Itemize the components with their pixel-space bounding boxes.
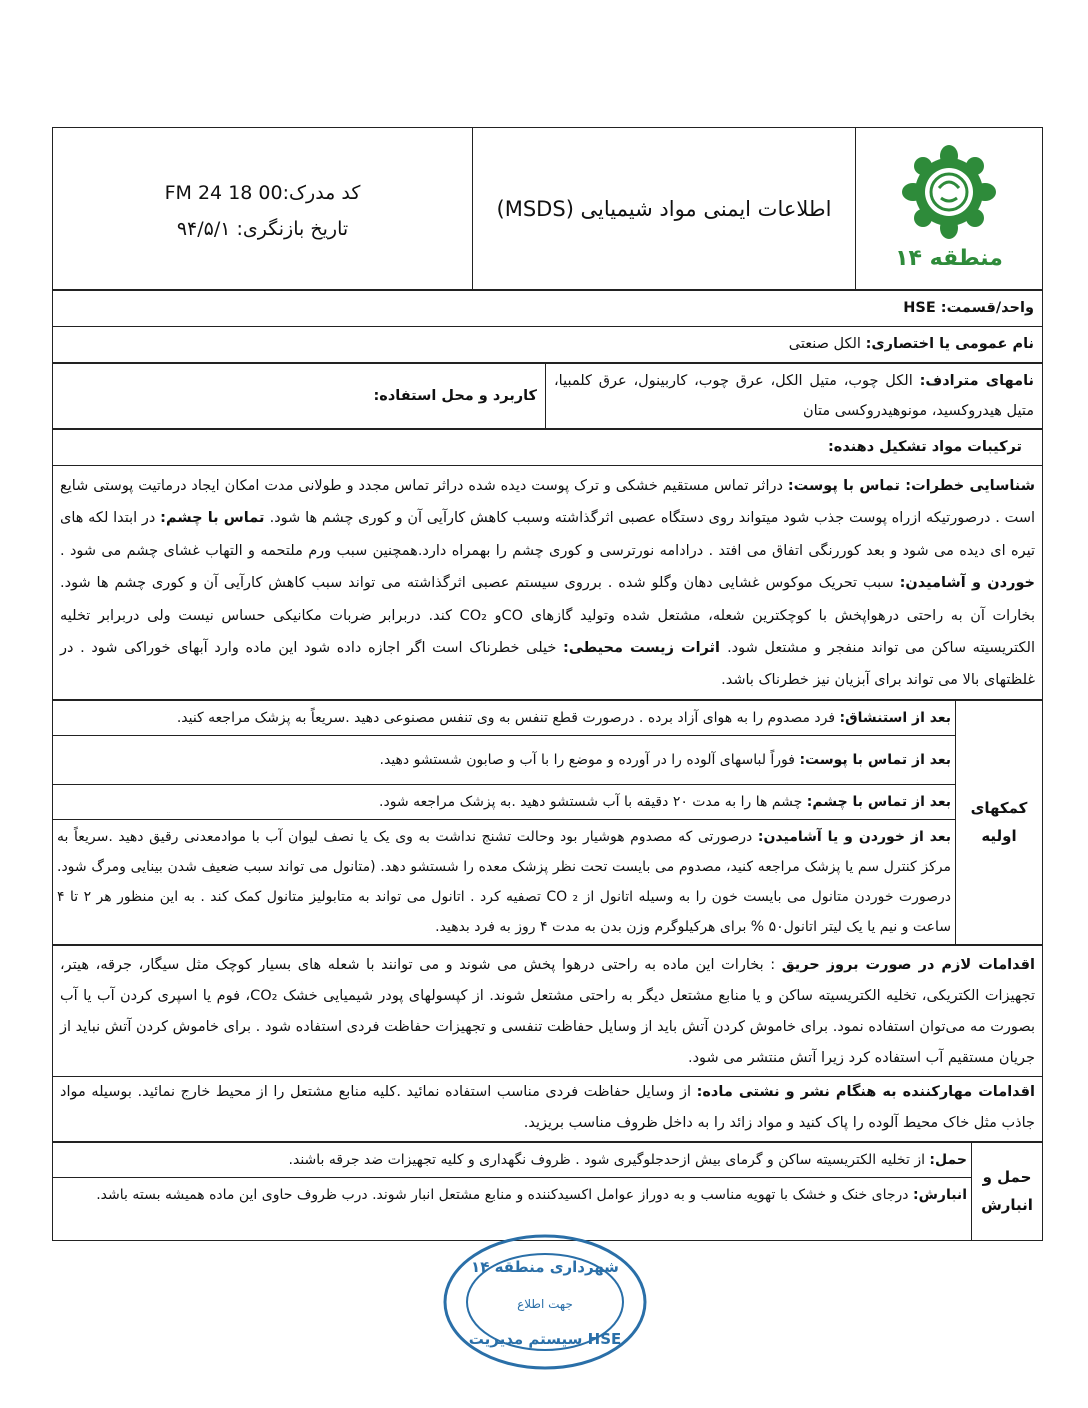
handling-heading: حمل و انبارش [972,1142,1043,1240]
stamp-middle-text: جهت اطلاع [517,1297,573,1311]
first-aid-ingestion: بعد از خوردن و یا آشامیدن: درصورتی که مصدوم هوشیار بود وحالت تشنج نداشت به وی یک یا نصف لیوان آب با موادمعدنی رقیق دهید .سریعاً به مرکز کنترل سم یا پزشک مراجعه کنید، مصدوم می بایست تحت نظر پزشک معده را شستشو دهد. (متانول می تواند سبب ضعیف شدن بینایی ومرگ شود. درصورت خوردن متانول می بایست خون را به وسیله اتانول از CO ₂ تصفیه کرد . اتانول می تواند به متابولیز متانول کمک کند . به این منظور هر ۲ تا ۴ ساعت و نیم یا یک لیتر اتانول۵۰ % برای هرکیلوگرم وزن بدن به مدت ۴ روز به فرد بدهید. [53,819,956,944]
first-aid-heading: کمکهای اولیه [956,700,1043,944]
composition-row [53,430,1043,466]
stamp-icon [440,1232,650,1372]
synonyms-value: الکل چوب، متیل الکل، عرق چوب، کاربینول، عرق کلمبیا، متیل هیدروکسید، مونوهیدروکسی متان [554,373,1034,419]
hazards-skin-label: تماس با پوست: [787,478,906,494]
msds-document [52,127,1043,1241]
document-title: اطلاعات ایمنی مواد شیمیایی (MSDS) [496,196,832,221]
msds-body [52,290,1043,363]
logo-cell [856,128,1043,290]
common-name-value: الکل صنعتی [788,336,866,352]
usage-cell [53,364,546,429]
hazards-skin-text: دراثر تماس مستقیم خشکی و ترک پوست دیده شده دراثر تماس مجدد و طولانی مدت امکان ایجاد درماتیت پوستی شایع است . درصورتیکه ازراه پوست جذب شود میتواند روی دستگاه عصبی اثرگذاشته وسبب کاهش کارآیی آن و کوری چشم ها شود. [60,478,1036,527]
synonyms-table [52,363,1043,429]
first-aid-inhalation: بعد از استنشاق: فرد مصدوم را به هوای آزاد برده . درصورت قطع تنفس به وی تنفس مصنوعی دهید .سریعاً به پزشک مراجعه کنید. [53,700,956,735]
main-sections [52,429,1043,700]
composition-label: ترکیبات مواد تشکیل دهنده: [827,439,1022,455]
handling-table [52,1142,1043,1241]
document-code: کد مدرک:00 18 FM 24 [164,181,361,204]
stamp-bottom-text: سیستم مدیریت HSE [468,1330,622,1348]
district-logo-icon [889,137,1009,277]
first-aid-skin: بعد از تماس با پوست: فوراً لباسهای آلوده را در آورده و موضع را با آب و صابون شستشو دهید. [53,735,956,784]
hazards-env-label: اثرات زیست محیطی: [563,640,728,657]
hse-stamp [440,1232,650,1376]
fire-text: : بخارات این ماده به راحتی درهوا پخش می شوند و می توانند با شعله های بسیار کوچک مثل سیگار، جرقه، هیتر، تجهیزات الکتریکی، تخلیه الکتریسیته ساکن و یا منابع مشتعل دیگر به راحتی مشتعل شوند. از کپسولهای پودر شیمیایی خشک CO₂، فوم یا اسپری کردن آب یا آب بصورت مه می‌توان استفاده نمود. برای خاموش کردن آتش باید از وسایل حفاظت تنفسی و تجهیزات حفاظت فردی استفاده شود . برای خاموش کردن آتش نباید از جریان مستقیم آب استفاده کرد زیرا آتش منتشر می شود. [60,956,1035,1066]
unit-row [53,291,1043,327]
hazards-ingest-label: خوردن و آشامیدن: [899,575,1035,592]
hazards-eye-text: در ابتدا لکه های تیره ای دیده می شود و بعد کوررنگی اتفاق می افتد . درادامه نورترسی و کوری چشم را بهمراه دارد.همچنین سبب ورم ملتحمه و التهاب غشای چشم می شود . [60,510,1035,559]
hazards-section [53,466,1043,700]
document-meta [53,128,473,290]
handling-storage: انبارش: درجای خنک و خشک با تهویه مناسب و به دوراز عوامل اکسیدکننده و منابع مشتعل انبار شوند. درب ظروف حاوی این ماده همیشه بسته باشد. [53,1177,972,1240]
spill-section [53,1076,1043,1141]
fire-section [53,945,1043,1076]
fire-label: اقدامات لازم در صورت بروز حریق [781,956,1035,973]
revision-date: تاریخ بازنگری: ۹۴/۵/۱ [176,217,349,240]
fire-spill-table [52,945,1043,1142]
document-header [52,127,1043,290]
usage-label: کاربرد و محل استفاده: [373,387,537,404]
title-cell [473,128,856,290]
first-aid-table [52,700,1043,945]
logo-text: منطقه ۱۴ [895,245,1003,271]
unit-text: واحد/قسمت: HSE [903,300,1034,316]
synonyms-label: نامهای مترادف: [919,373,1034,389]
hazards-env-text: خیلی خطرناک است اگر اجازه داده شود این ماده وارد آبهای خوراکی شود . در غلظتهای بالا می تواند برای آبزیان نیز خطرناک باشد. [60,640,1035,689]
common-name-label: نام عمومی یا اختصاری: [865,336,1034,352]
hazards-label: شناسایی خطرات: [905,478,1035,494]
handling-transport: حمل: از تخلیه الکتریسیته ساکن و گرمای بیش ازحدجلوگیری شود . ظروف نگهداری و کلیه تجهیزات ضد جرقه باشند. [53,1142,972,1177]
synonyms-cell [546,364,1043,429]
hazards-eye-label: تماس با چشم: [160,510,270,527]
spill-text: از وسایل حفاظت فردی مناسب استفاده نمائید .کلیه منابع مشتعل را از محیط خارج نمائید. بوسیله مواد جاذب مثل خاک محیط آلوده را پاک کنید و مواد زائد را به داخل ظروف مناسب بریزید. [60,1083,1035,1131]
hazards-ingest-text: سبب تحریک موکوس غشایی دهان وگلو شده . برروی سیستم عصبی اثرگذاشته می تواند سبب کاهش کارآیی آن و کوری چشم ها شود. بخارات آن به راحتی درهواپخش با کوچکترین شعله، مشتعل شده وتولید گازهای COو CO₂ کند. دربرابر ضربات مکانیکی حساس نیست ولی دربرابر تخلیه الکتریسیته ساکن می تواند منفجر و مشتعل شود. [60,575,1035,657]
first-aid-eye: بعد از تماس با چشم: چشم ها را به مدت ۲۰ دقیقه با آب شستشو دهید .به پزشک مراجعه شود. [53,784,956,819]
stamp-top-text: شهرداری منطقه ۱۴ [471,1258,619,1276]
common-name-row [53,327,1043,363]
spill-label: اقدامات مهارکننده به هنگام نشر و نشتی ماده: [696,1083,1035,1100]
